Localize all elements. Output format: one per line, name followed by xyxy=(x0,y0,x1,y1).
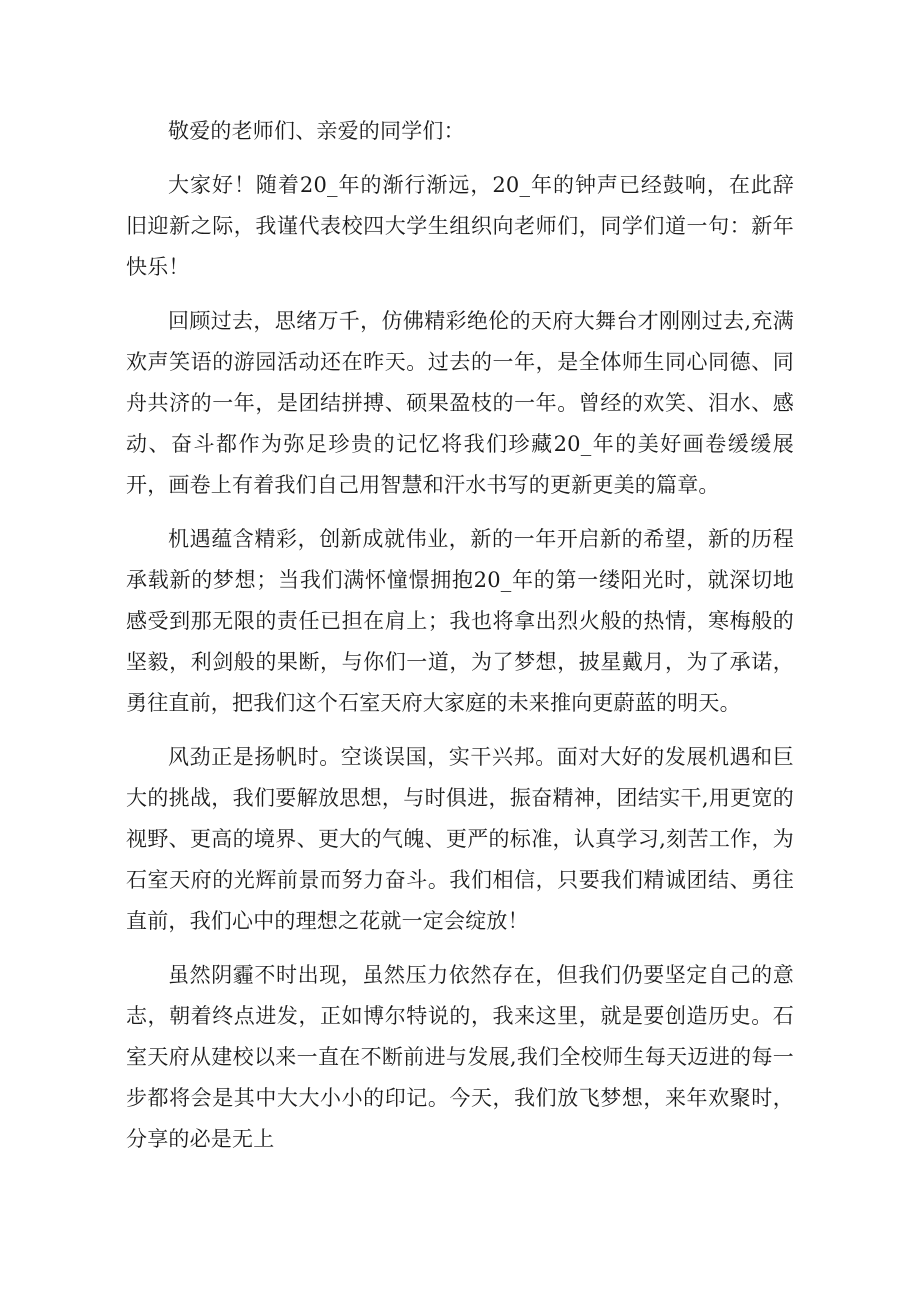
paragraph-future: 虽然阴霾不时出现，虽然压力依然存在，但我们仍要坚定自己的意志，朝着终点进发，正如博尔特说的，我来这里，就是要创造历史。石室天府从建校以来一直在不断前进与发展,我们全校师生每天迈进的每一步都将会是其中大大小小的印记。今天，我们放飞梦想，来年欢聚时，分享的必是无上 xyxy=(126,963,794,1151)
paragraph-review: 回顾过去，思绪万千，仿佛精彩绝伦的天府大舞台才刚刚过去,充满欢声笑语的游园活动还在昨天。过去的一年，是全体师生同心同德、同舟共济的一年，是团结拼搏、硕果盈枝的一年。曾经的欢笑、泪水、感动、奋斗都作为弥足珍贵的记忆将我们珍藏20_年的美好画卷缓缓展开，画卷上有着我们自己用智慧和汗水书写的更新更美的篇章。 xyxy=(126,309,794,497)
document-body xyxy=(126,111,794,1173)
paragraph-resolve: 风劲正是扬帆时。空谈误国，实干兴邦。面对大好的发展机遇和巨大的挑战，我们要解放思想，与时俱进，振奋精神，团结实干,用更宽的视野、更高的境界、更大的气魄、更严的标准，认真学习,刻苦工作，为石室天府的光辉前景而努力奋斗。我们相信，只要我们精诚团结、勇往直前，我们心中的理想之花就一定会绽放！ xyxy=(126,745,794,933)
paragraph-greeting: 大家好！随着20_年的渐行渐远，20_年的钟声已经鼓响，在此辞旧迎新之际，我谨代表校四大学生组织向老师们，同学们道一句：新年快乐！ xyxy=(126,173,794,279)
paragraph-opportunity: 机遇蕴含精彩，创新成就伟业，新的一年开启新的希望，新的历程承载新的梦想；当我们满怀憧憬拥抱20_年的第一缕阳光时，就深切地感受到那无限的责任已担在肩上；我也将拿出烈火般的热情，寒梅般的坚毅，利剑般的果断，与你们一道，为了梦想，披星戴月，为了承诺，勇往直前，把我们这个石室天府大家庭的未来推向更蔚蓝的明天。 xyxy=(126,527,794,715)
salutation: 敬爱的老师们、亲爱的同学们： xyxy=(168,119,465,143)
